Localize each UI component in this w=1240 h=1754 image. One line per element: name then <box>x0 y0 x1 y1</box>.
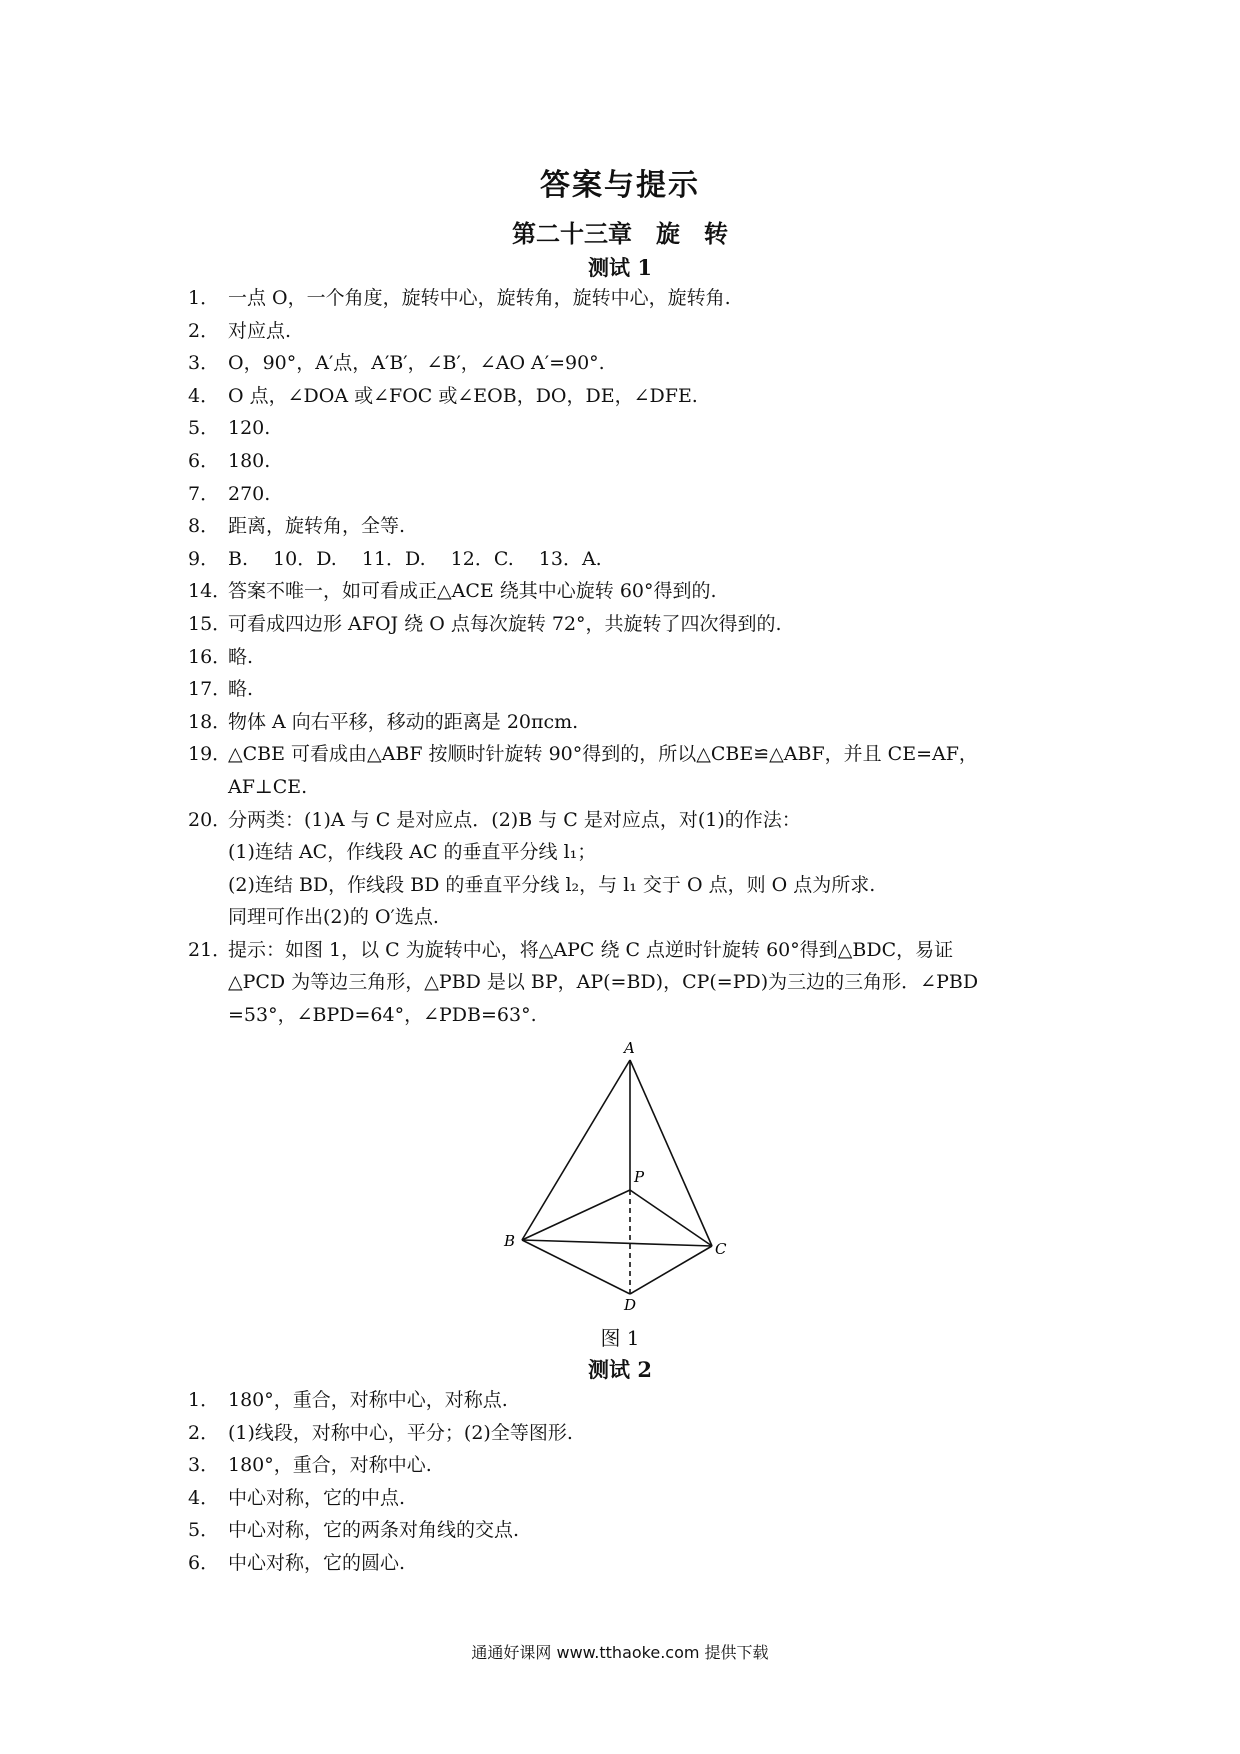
answer-number: 6． <box>188 449 220 472</box>
answer-item <box>188 771 1068 804</box>
point-label-P: P <box>634 1168 645 1186</box>
answer-number <box>188 836 228 869</box>
segment-BD <box>522 1240 630 1294</box>
answer-text: 答案不唯一，如可看成正△ACE 绕其中心旋转 60°得到的. <box>228 580 717 603</box>
point-label-D: D <box>624 1296 637 1310</box>
answer-text: △PCD 为等边三角形，△PBD 是以 BP，AP(=BD)，CP(=PD)为三边的三角形．∠PBD <box>228 971 979 994</box>
answer-item <box>188 1514 1068 1547</box>
answer-item <box>188 641 1068 674</box>
test-1-answers <box>188 282 1068 1032</box>
answer-number: 5． <box>188 417 220 440</box>
answer-item <box>188 1449 1068 1482</box>
page-title: 答案与提示 <box>540 168 700 203</box>
answer-number: 1． <box>188 287 220 309</box>
answer-number: 1． <box>188 1389 220 1411</box>
answer-item <box>188 445 1068 478</box>
answer-text: 中心对称，它的中点. <box>228 1486 406 1509</box>
answer-item <box>188 1547 1068 1580</box>
answer-number: 3． <box>188 1454 220 1477</box>
answer-text: (1)线段，对称中心，平分；(2)全等图形. <box>228 1421 573 1444</box>
answer-text: =53°，∠BPD=64°，∠PDB=63°. <box>228 1004 537 1027</box>
answer-text: 中心对称，它的两条对角线的交点. <box>228 1519 520 1542</box>
answer-text: 一点 O，一个角度，旋转中心，旋转角，旋转中心，旋转角. <box>228 287 731 309</box>
answer-text: AF⊥CE. <box>228 775 308 798</box>
answer-number <box>188 966 228 999</box>
answer-item <box>188 380 1068 413</box>
answer-text: 同理可作出(2)的 O′选点. <box>228 906 439 929</box>
test-2-heading: 测试 2 <box>588 1357 652 1382</box>
answer-number: 2． <box>188 1421 220 1444</box>
answer-text: 中心对称，它的圆心. <box>228 1551 406 1574</box>
answer-text: 180°，重合，对称中心. <box>228 1454 432 1477</box>
answer-text: 距离，旋转角，全等. <box>228 515 406 538</box>
answer-item <box>188 478 1068 511</box>
answer-number: 21． <box>188 938 232 961</box>
answer-number: 18． <box>188 710 232 733</box>
answer-number: 14． <box>188 580 232 603</box>
answer-item <box>188 608 1068 641</box>
answer-item <box>188 804 1068 837</box>
answer-item <box>188 706 1068 739</box>
answer-number: 7． <box>188 482 220 505</box>
page-footer: 通通好课网 www.tthaoke.com 提供下载 <box>471 1643 769 1662</box>
answer-number <box>188 771 228 804</box>
answer-text: (2)连结 BD，作线段 BD 的垂直平分线 l₂，与 l₁ 交于 O 点，则 O 点为所求. <box>228 873 876 896</box>
chapter-heading: 第二十三章 旋 转 <box>512 219 728 248</box>
answer-text: 可看成四边形 AFOJ 绕 O 点每次旋转 72°，共旋转了四次得到的. <box>228 612 782 635</box>
answer-item <box>188 412 1068 445</box>
answer-item <box>188 934 1068 967</box>
answer-number: 20． <box>188 808 232 831</box>
answer-text: O 点，∠DOA 或∠FOC 或∠EOB，DO，DE，∠DFE. <box>228 384 698 407</box>
answer-number: 9． <box>188 547 220 570</box>
answer-text: 180°，重合，对称中心，对称点. <box>228 1389 508 1411</box>
answer-item <box>188 1417 1068 1450</box>
answer-text: 略. <box>228 678 254 701</box>
answer-item <box>188 673 1068 706</box>
point-label-C: C <box>715 1240 727 1258</box>
answer-item <box>188 901 1068 934</box>
figure-caption: 图 1 <box>600 1326 640 1350</box>
answer-text: 略. <box>228 645 254 668</box>
answer-item <box>188 315 1068 348</box>
answer-number: 16． <box>188 645 232 668</box>
answer-number <box>188 869 228 902</box>
answer-number: 17． <box>188 678 232 701</box>
answer-item <box>188 869 1068 902</box>
test-2-answers <box>188 1384 1068 1580</box>
answer-item <box>188 510 1068 543</box>
answer-item <box>188 282 1068 315</box>
answer-item <box>188 836 1068 869</box>
answer-text: 180. <box>228 449 271 472</box>
answer-number: 6． <box>188 1551 220 1574</box>
answer-number: 5． <box>188 1519 220 1542</box>
answer-text: 分两类：(1)A 与 C 是对应点．(2)B 与 C 是对应点，对(1)的作法： <box>228 808 801 831</box>
answer-item <box>188 999 1068 1032</box>
answer-text: 对应点. <box>228 319 292 342</box>
answer-text: O，90°，A′点，A′B′，∠B′，∠AO A′=90°. <box>228 352 605 375</box>
segment-AB <box>522 1060 630 1240</box>
segment-CD <box>630 1246 712 1294</box>
answer-text: B. 10．D. 11．D. 12．C. 13．A. <box>228 547 602 570</box>
answer-item <box>188 1384 1068 1417</box>
point-label-B: B <box>504 1232 516 1250</box>
answer-number: 4． <box>188 1486 220 1509</box>
answer-number <box>188 901 228 934</box>
point-label-A: A <box>624 1040 635 1057</box>
answer-number: 3． <box>188 352 220 375</box>
test-1-heading: 测试 1 <box>588 255 652 280</box>
segment-BC <box>522 1240 712 1246</box>
answer-item <box>188 575 1068 608</box>
answer-number: 4． <box>188 384 220 407</box>
answer-text: 120. <box>228 417 271 440</box>
answer-item <box>188 738 1068 771</box>
answer-item <box>188 543 1068 576</box>
answer-item <box>188 347 1068 380</box>
answer-item <box>188 1482 1068 1515</box>
answer-text: 270. <box>228 482 271 505</box>
answer-number: 19． <box>188 743 232 766</box>
answer-number: 15． <box>188 612 232 635</box>
answer-text: 物体 A 向右平移，移动的距离是 20πcm. <box>228 710 579 733</box>
figure-1-diagram <box>500 1040 740 1310</box>
answer-item <box>188 966 1068 999</box>
answer-text: 提示：如图 1，以 C 为旋转中心，将△APC 绕 C 点逆时针旋转 60°得到△BDC，易证 <box>228 938 954 961</box>
answer-text: △CBE 可看成由△ABF 按顺时针旋转 90°得到的，所以△CBE≌△ABF，并且 CE=AF， <box>228 743 978 766</box>
answer-text: (1)连结 AC，作线段 AC 的垂直平分线 l₁； <box>228 841 597 864</box>
answer-number: 2． <box>188 319 220 342</box>
answer-number: 8． <box>188 515 220 538</box>
segment-BP <box>522 1190 630 1240</box>
answer-number <box>188 999 228 1032</box>
